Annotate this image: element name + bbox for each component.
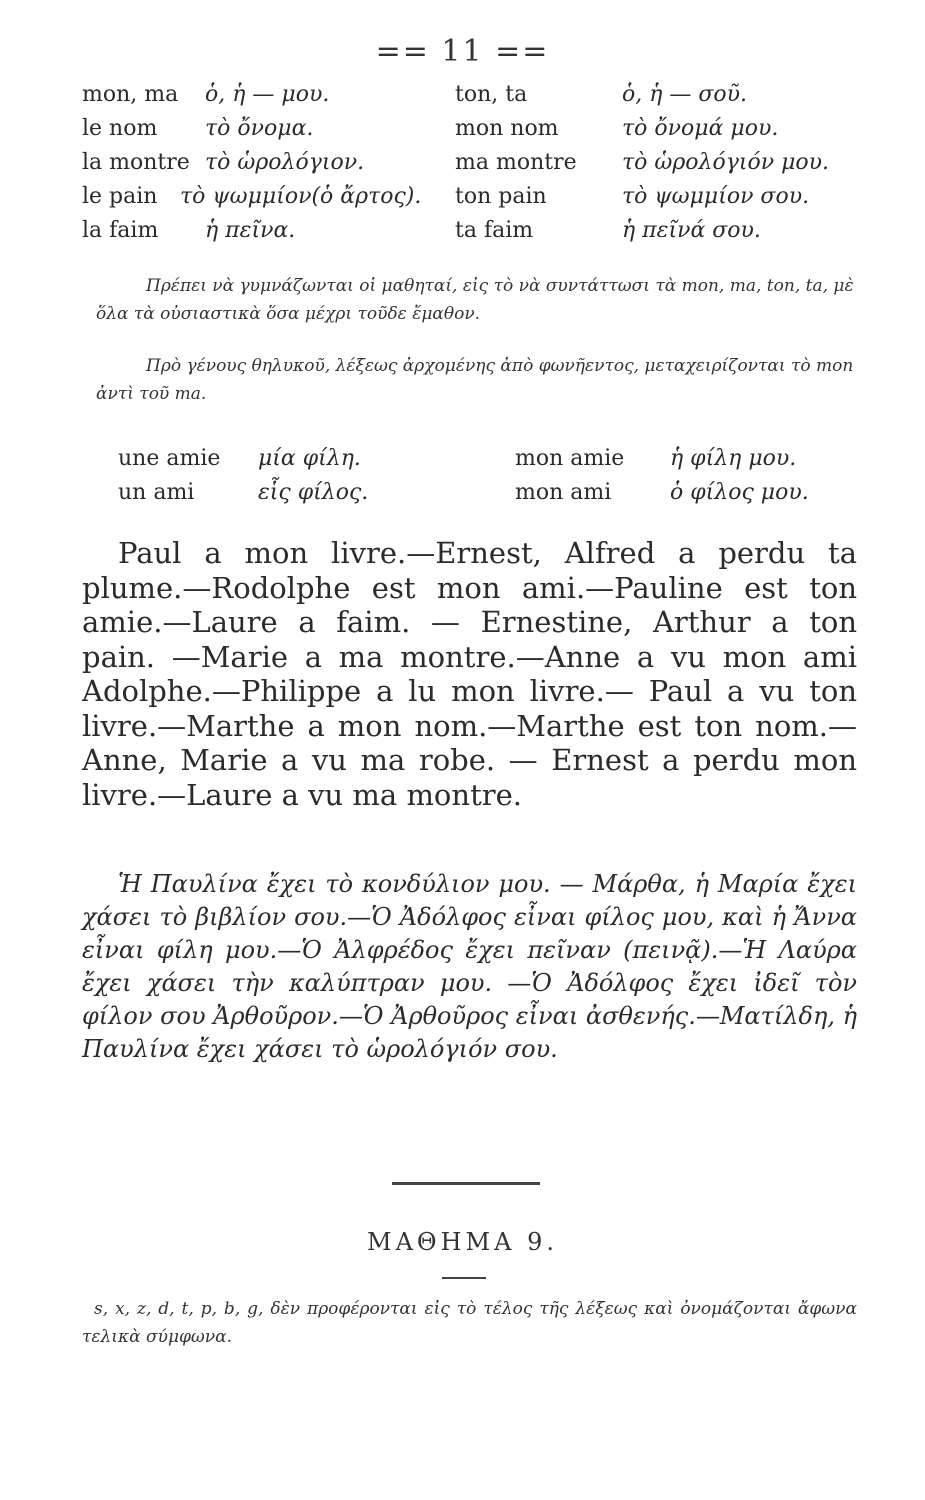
example-greek: εἷς φίλος. — [258, 480, 369, 505]
vocab-row — [0, 150, 925, 184]
vocab-row — [0, 116, 925, 150]
vocab-greek: τὸ ὡρολόγιόν μου. — [622, 150, 830, 175]
vocab-greek: τὸ ὡρολόγιον. — [205, 150, 365, 175]
pronunciation-note: s, x, z, d, t, p, b, g, δὲν προφέρονται εἰς τὸ τέλος τῆς λέξεως καὶ ὀνομάζονται ἄφωνα τελικὰ σύμφωνα. — [82, 1299, 857, 1347]
vocab-greek: ἡ πεῖνα. — [205, 218, 296, 243]
vocab-row — [0, 184, 925, 218]
vocab-french: la faim — [82, 218, 159, 243]
vocab-greek: ὁ, ἡ — μου. — [205, 82, 330, 107]
vocab-greek: ὁ, ἡ — σοῦ. — [622, 82, 748, 107]
vocab-french: ton, ta — [455, 82, 528, 107]
example-greek: ἡ φίλη μου. — [670, 446, 797, 471]
vocab-french: la montre — [82, 150, 190, 175]
title-underline — [442, 1277, 486, 1279]
vocab-greek: ἡ πεῖνά σου. — [622, 218, 761, 243]
vocab-french: le pain — [82, 184, 158, 209]
vocab-row — [0, 82, 925, 116]
vocab-greek: τὸ ὄνομα. — [205, 116, 314, 141]
french-exercise: Paul a mon livre.—Ernest, Alfred a perdu ta plume.—Rodolphe est mon ami.—Pauline est ton amie.—Laure a faim. — Ernestine, Arthur a ton pain. —Marie a ma montre.—Anne a vu mon ami Adolphe.—Philippe a lu mon livre.— Paul a vu ton livre.—Marthe a mon nom.—Marthe est ton nom.— Anne, Marie a vu ma robe. — Ernest a perdu mon livre.—Laure a vu ma montre. — [82, 536, 857, 812]
vocab-french: mon nom — [455, 116, 559, 141]
example-french: un ami — [118, 480, 195, 505]
example-greek: μία φίλη. — [258, 446, 361, 471]
vocab-french: le nom — [82, 116, 158, 141]
vocab-french: ta faim — [455, 218, 534, 243]
example-greek: ὁ φίλος μου. — [670, 480, 809, 505]
section-divider — [392, 1182, 540, 1185]
page-number: == 11 == — [375, 34, 550, 69]
example-row — [0, 446, 925, 480]
greek-exercise: Ἡ Παυλίνα ἔχει τὸ κονδύλιον μου. — Μάρθα, ἡ Μαρία ἔχει χάσει τὸ βιβλίον σου.—Ὁ Ἀδόλφος εἶναι φίλος μου, καὶ ἡ Ἄννα εἶναι φίλη μου.—Ὁ Ἀλφρέδος ἔχει πεῖναν (πεινᾷ).—Ἡ Λαύρα ἔχει χάσει τὴν καλύπτραν μου. —Ὁ Ἀδόλφος ἔχει ἰδεῖ τὸν φίλον σου Ἀρθοῦρον.—Ὁ Ἀρθοῦρος εἶναι ἀσθενής.—Ματίλδη, ἡ Παυλίνα ἔχει χάσει τὸ ὡρολόγιόν σου. — [82, 870, 857, 1063]
example-french: une amie — [118, 446, 221, 471]
vocab-greek: τὸ ψωμμίον σου. — [622, 184, 810, 209]
vocab-greek: τὸ ὄνομά μου. — [622, 116, 779, 141]
vocab-row — [0, 218, 925, 252]
vocab-french: ma montre — [455, 150, 577, 175]
example-french: mon ami — [515, 480, 612, 505]
grammar-note: Πρὸ γένους θηλυκοῦ, λέξεως ἀρχομένης ἀπὸ φωνῆεντος, μεταχειρίζονται τὸ mon ἀντὶ τοῦ ma. — [96, 356, 854, 404]
vocab-french: ton pain — [455, 184, 547, 209]
grammar-note: Πρέπει νὰ γυμνάζωνται οἱ μαθηταί, εἰς τὸ νὰ συντάττωσι τὰ mon, ma, ton, ta, μὲ ὅλα τὰ οὐσιαστικὰ ὅσα μέχρι τοῦδε ἔμαθον. — [96, 276, 854, 324]
vocab-greek: τὸ ψωμμίον(ὁ ἄρτος). — [180, 184, 422, 209]
example-french: mon amie — [515, 446, 625, 471]
example-row — [0, 480, 925, 514]
lesson-title: ΜΑΘΗΜΑ 9. — [367, 1228, 558, 1256]
vocab-french: mon, ma — [82, 82, 179, 107]
